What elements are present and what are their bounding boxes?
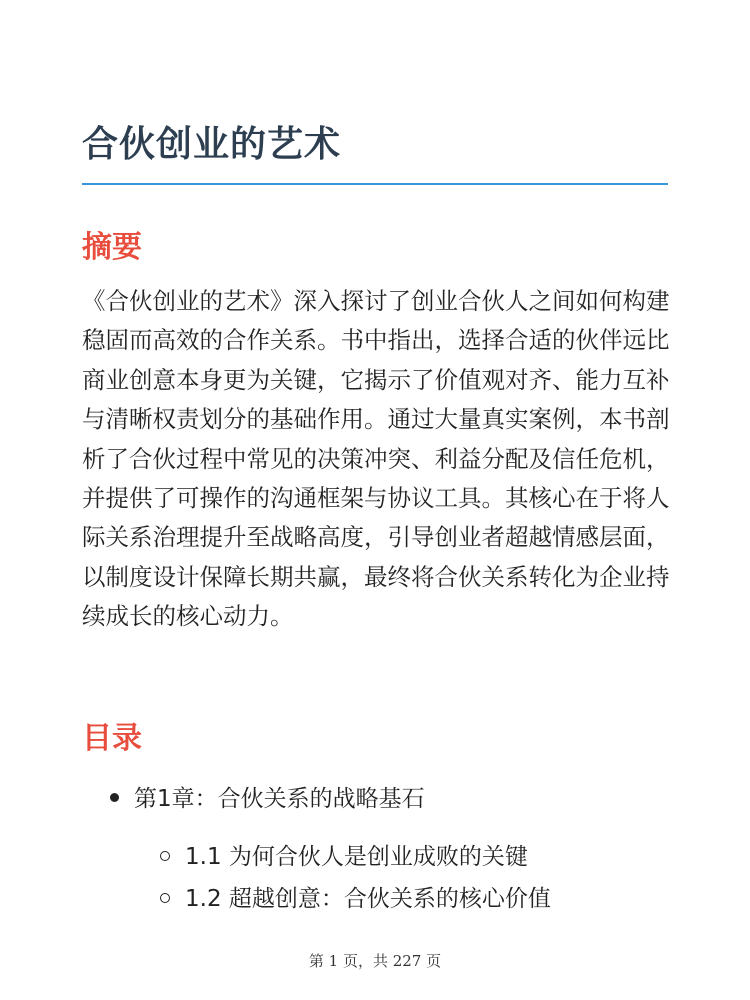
circle-bullet-icon <box>160 893 170 903</box>
title-divider <box>82 183 668 185</box>
toc-section-1-1[interactable] <box>160 838 528 871</box>
toc-chapter-label: 第1章：合伙关系的战略基石 <box>134 786 425 812</box>
toc-section-label: 1.1 为何合伙人是创业成败的关键 <box>185 844 528 870</box>
circle-bullet-icon <box>160 851 170 861</box>
disc-bullet-icon <box>110 793 119 802</box>
toc-section-1-2[interactable] <box>160 880 551 913</box>
toc-chapter-1[interactable] <box>110 780 425 813</box>
toc-section-label: 1.2 超越创意：合伙关系的核心价值 <box>185 886 551 912</box>
page-number-footer: 第 1 页，共 227 页 <box>308 952 442 970</box>
abstract-heading: 摘要 <box>82 230 142 265</box>
abstract-paragraph: 《合伙创业的艺术》深入探讨了创业合伙人之间如何构建稳固而高效的合作关系。书中指出，选择合适的伙伴远比商业创意本身更为关键，它揭示了价值观对齐、能力互补与清晰权责划分的基础作用。通过大量真实案例，本书剖析了合伙过程中常见的决策冲突、利益分配及信任危机，并提供了可操作的沟通框架与协议工具。其核心在于将人际关系治理提升至战略高度，引导创业者超越情感层面，以制度设计保障长期共赢，最终将合伙关系转化为企业持续成长的核心动力。 <box>82 287 670 631</box>
toc-heading: 目录 <box>82 721 142 756</box>
document-title: 合伙创业的艺术 <box>82 124 342 165</box>
